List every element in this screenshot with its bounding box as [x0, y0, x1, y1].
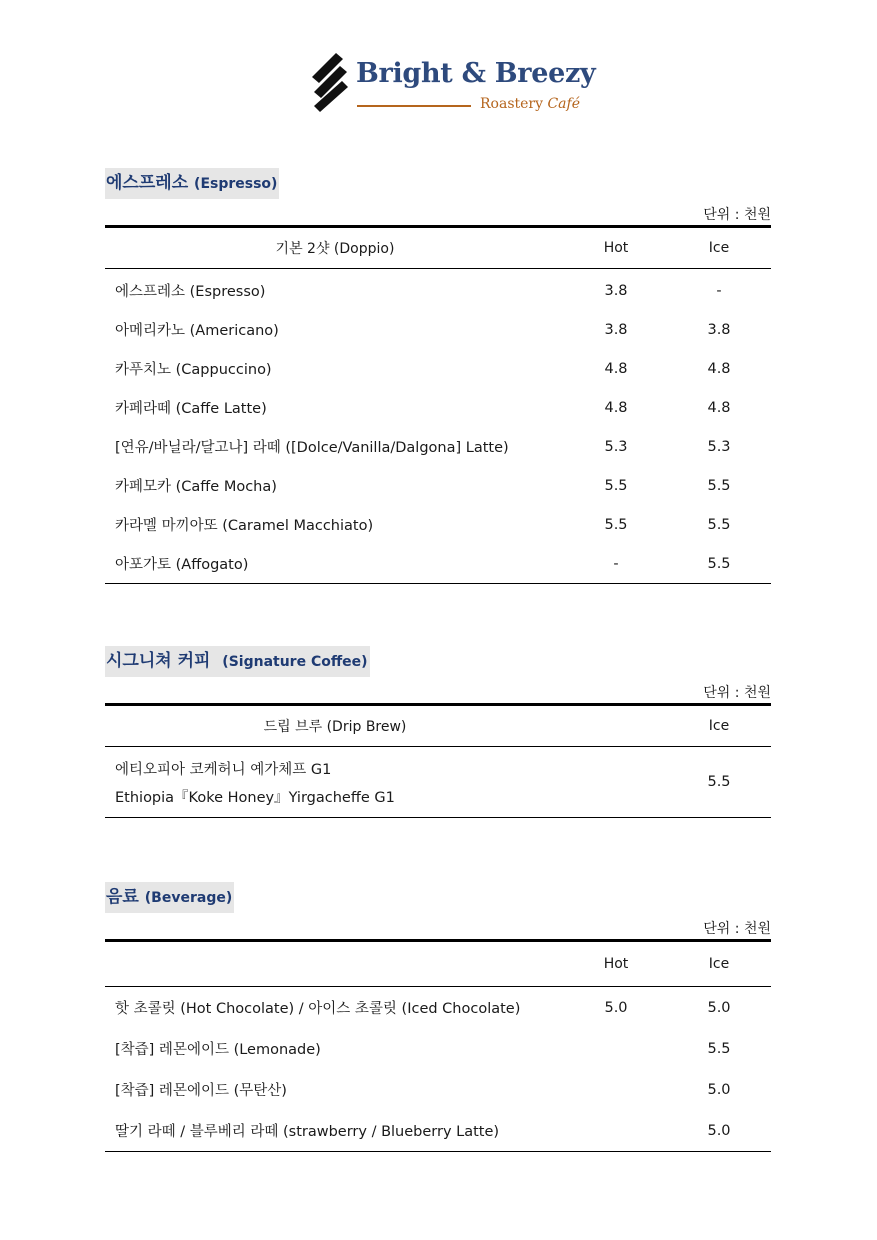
header-hot: Hot	[603, 240, 629, 256]
menu-row	[105, 544, 771, 583]
item-name: 아메리카노 (Americano)	[115, 323, 279, 339]
item-name: 핫 초콜릿 (Hot Chocolate) / 아이스 초콜릿 (Iced Chocolate)	[115, 1001, 521, 1017]
item-hot-price: 5.0	[604, 999, 628, 1016]
menu-row	[105, 466, 771, 505]
item-name: [연유/바닐라/달고나] 라떼 ([Dolce/Vanilla/Dalgona] Latte)	[115, 440, 509, 456]
menu-row	[105, 349, 771, 388]
menu-row	[105, 388, 771, 427]
unit-label: 단위 : 천원	[703, 685, 771, 701]
menu-table	[105, 939, 771, 1152]
header-name: 드립 브루 (Drip Brew)	[263, 719, 407, 735]
item-name: [착즙] 레몬에이드 (Lemonade)	[115, 1042, 321, 1058]
table-header	[105, 942, 771, 987]
signature-coffee-section	[105, 646, 771, 818]
brand-subtitle	[480, 96, 580, 112]
brand-name: Bright & Breezy	[356, 58, 596, 89]
item-ice-price: 4.8	[707, 360, 731, 377]
menu-row	[105, 747, 771, 817]
item-hot-price: 5.5	[604, 477, 628, 494]
item-hot-price: 3.8	[604, 282, 628, 299]
item-hot-price: 5.5	[604, 516, 628, 533]
unit-label: 단위 : 천원	[703, 207, 771, 223]
item-hot-price: 4.8	[604, 399, 628, 416]
unit-label: 단위 : 천원	[703, 921, 771, 937]
item-name: [착즙] 레몬에이드 (무탄산)	[115, 1083, 287, 1099]
section-title-ko: 음료	[106, 887, 139, 907]
item-ice-price: 5.5	[707, 516, 731, 533]
menu-table	[105, 225, 771, 584]
section-title-en: (Signature Coffee)	[222, 654, 368, 670]
item-ice-price: 5.3	[707, 438, 731, 455]
item-ice-price: 5.0	[707, 1081, 731, 1098]
menu-table	[105, 703, 771, 818]
logo-divider	[357, 105, 471, 107]
item-ice-price: 5.5	[707, 555, 731, 572]
espresso-section	[105, 168, 771, 584]
menu-row	[105, 1110, 771, 1151]
header-ice: Ice	[708, 956, 730, 972]
item-hot-price: 4.8	[604, 360, 628, 377]
header-hot: Hot	[603, 956, 629, 972]
menu-row	[105, 987, 771, 1028]
item-name: 에스프레소 (Espresso)	[115, 284, 266, 300]
section-title-ko: 에스프레소	[106, 173, 189, 193]
menu-row	[105, 310, 771, 349]
item-ice-price: 5.5	[707, 774, 731, 790]
menu-row	[105, 427, 771, 466]
diagonal-stripes-icon	[312, 52, 348, 112]
table-body	[105, 987, 771, 1152]
beverage-section	[105, 882, 771, 1152]
cafe-logo	[312, 52, 602, 122]
item-ice-price: -	[716, 282, 722, 299]
menu-row	[105, 1028, 771, 1069]
item-ice-price: 5.5	[707, 477, 731, 494]
item-ice-price: 5.5	[707, 1040, 731, 1057]
table-header	[105, 228, 771, 269]
item-hot-price: 3.8	[604, 321, 628, 338]
item-name: 아포가토 (Affogato)	[115, 557, 249, 573]
menu-row	[105, 271, 771, 310]
header-ice: Ice	[708, 718, 730, 734]
item-name-en: Ethiopia『Koke Honey』Yirgacheffe G1	[115, 789, 395, 806]
menu-row	[105, 1069, 771, 1110]
table-body	[105, 747, 771, 818]
section-title	[105, 882, 234, 913]
header-ice: Ice	[708, 240, 730, 256]
section-title	[105, 168, 279, 199]
item-name: 카페라떼 (Caffe Latte)	[115, 401, 267, 417]
item-hot-price: 5.3	[604, 438, 628, 455]
item-ice-price: 5.0	[707, 999, 731, 1016]
subtitle-roastery: Roastery	[480, 96, 544, 112]
item-name-ko: 에티오피아 코케허니 예가체프 G1	[115, 761, 332, 778]
item-name: 카라멜 마끼아또 (Caramel Macchiato)	[115, 518, 374, 534]
item-name: 카푸치노 (Cappuccino)	[115, 362, 272, 378]
table-body	[105, 271, 771, 584]
menu-row	[105, 505, 771, 544]
item-hot-price: -	[613, 555, 619, 572]
item-name: 카페모카 (Caffe Mocha)	[115, 479, 277, 495]
item-ice-price: 3.8	[707, 321, 731, 338]
section-title-ko: 시그니쳐 커피	[106, 651, 211, 671]
header-name: 기본 2샷 (Doppio)	[275, 241, 395, 257]
section-title-en: (Beverage)	[144, 890, 233, 906]
subtitle-cafe: Café	[547, 96, 580, 112]
section-title	[105, 646, 370, 677]
section-title-en: (Espresso)	[194, 176, 278, 192]
table-header	[105, 706, 771, 747]
item-name: 딸기 라떼 / 블루베리 라떼 (strawberry / Blueberry Latte)	[115, 1124, 500, 1140]
item-ice-price: 4.8	[707, 399, 731, 416]
item-ice-price: 5.0	[707, 1122, 731, 1139]
item-name	[105, 758, 565, 807]
